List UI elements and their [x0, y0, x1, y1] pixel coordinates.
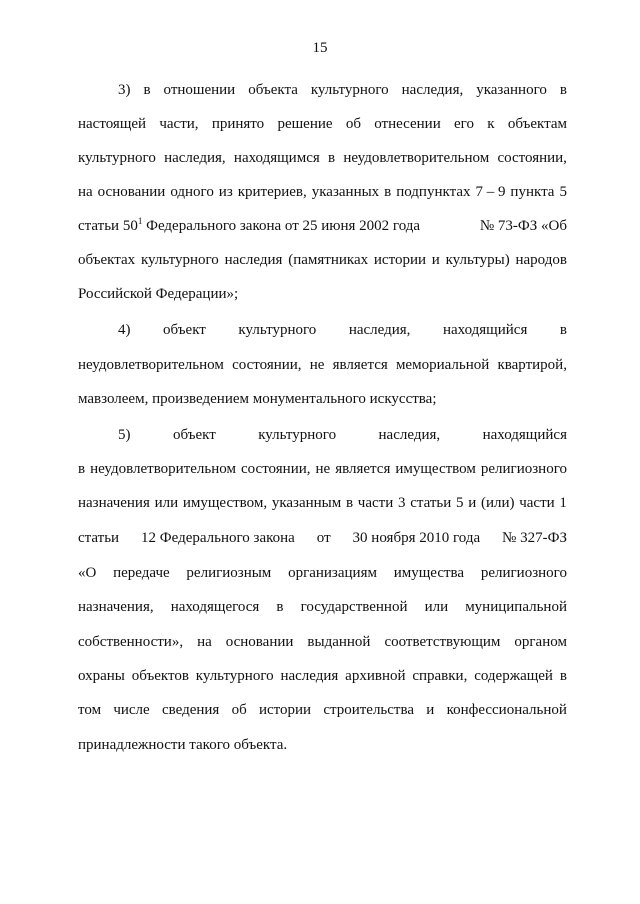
word: 4) — [118, 322, 131, 338]
word: неудовлетворительном — [90, 461, 236, 477]
word: 3) — [118, 82, 131, 98]
word: неудовлетворительном — [78, 357, 224, 373]
word: культурного — [238, 322, 317, 338]
word: имуществом, — [182, 495, 268, 511]
word: является — [335, 461, 391, 477]
word: принято — [211, 116, 265, 132]
word: истории — [258, 702, 312, 718]
word: собственности», — [78, 634, 184, 650]
word: сведения — [161, 702, 220, 718]
word: культурного — [195, 668, 274, 684]
word: основании — [97, 184, 166, 200]
word: указанным — [271, 495, 342, 511]
word: состоянии, — [497, 150, 567, 166]
word: наследия — [280, 668, 339, 684]
word: и — [431, 252, 440, 268]
word: наследия, — [348, 322, 411, 338]
para4-line3: мавзолеем, произведением монументального искусства; — [78, 391, 437, 407]
law-reference: Федерального закона от 25 июня 2002 года — [146, 218, 421, 234]
word: наследия, — [401, 82, 464, 98]
word: в — [345, 495, 354, 511]
word: настоящей — [78, 116, 147, 132]
word: 7 – 9 — [475, 184, 506, 200]
word: муниципальной — [465, 599, 567, 615]
word: культурного — [78, 150, 156, 166]
word: части — [357, 495, 394, 511]
word: в — [559, 668, 567, 684]
word: наследия, — [378, 427, 441, 443]
word: об — [231, 702, 247, 718]
word: объект — [163, 322, 206, 338]
word: отнесении — [374, 116, 441, 132]
para5-line10: принадлежности такого объекта. — [78, 737, 288, 753]
word: или — [154, 495, 179, 511]
para5-line7 — [78, 632, 567, 652]
word: в — [559, 322, 567, 338]
para3-line5-start — [78, 216, 420, 236]
word: 12 Федерального закона — [141, 530, 295, 546]
word: архивной — [345, 668, 406, 684]
para3-line6 — [78, 250, 567, 270]
word: отношении — [163, 82, 236, 98]
para3-line5 — [78, 216, 567, 236]
word: в — [78, 461, 86, 477]
word: статьи — [410, 495, 452, 511]
word: назначения — [78, 495, 150, 511]
word: (или) — [480, 495, 515, 511]
word: не — [309, 357, 325, 373]
word: в — [559, 82, 567, 98]
word: 3 — [397, 495, 406, 511]
word: объектам — [507, 116, 567, 132]
page-number: 15 — [312, 40, 328, 56]
word: объектах — [78, 252, 136, 268]
para5-line5 — [78, 563, 567, 583]
word: одного — [170, 184, 214, 200]
word: неудовлетворительном — [343, 150, 490, 166]
word: культуры) — [445, 252, 510, 268]
word: не — [315, 461, 331, 477]
word: (памятниках — [288, 252, 369, 268]
word: и — [468, 495, 477, 511]
word: № 327-ФЗ — [502, 530, 567, 546]
para5-line9 — [78, 700, 567, 720]
word: критериев, — [237, 184, 307, 200]
word: организациям — [288, 565, 377, 581]
word: 5) — [118, 427, 131, 443]
word: указанных — [311, 184, 380, 200]
word: находящийся — [442, 322, 528, 338]
word: статьи — [78, 530, 120, 546]
word: наследия — [224, 252, 283, 268]
word: назначения, — [78, 599, 154, 615]
word: имуществом — [395, 461, 476, 477]
word: на — [78, 184, 93, 200]
word: части, — [159, 116, 199, 132]
word: части — [519, 495, 555, 511]
word: решение — [277, 116, 333, 132]
word: органом — [514, 634, 567, 650]
para3-line2 — [78, 114, 567, 134]
word: или — [424, 599, 449, 615]
word: указанного — [476, 82, 547, 98]
para5-line1 — [118, 425, 567, 445]
para3-line4 — [78, 182, 567, 202]
word: справки, — [412, 668, 468, 684]
para3-line1 — [118, 80, 567, 100]
word: строительства — [323, 702, 415, 718]
word: содержащей — [474, 668, 553, 684]
article-ref: статьи 50 — [78, 218, 138, 234]
word: объект — [172, 427, 216, 443]
word: числе — [113, 702, 150, 718]
word: мемориальной — [395, 357, 490, 373]
para3-line7: Российской Федерации»; — [78, 286, 239, 302]
law-number: № 73-ФЗ «Об — [479, 218, 567, 234]
word: конфессиональной — [446, 702, 567, 718]
word: к — [487, 116, 495, 132]
word: является — [332, 357, 388, 373]
word: 30 ноября 2010 года — [352, 530, 481, 546]
word: объекта — [248, 82, 298, 98]
word: от — [316, 530, 331, 546]
word: наследия, — [164, 150, 226, 166]
para4-line2 — [78, 355, 567, 375]
word: состоянии, — [232, 357, 302, 373]
word: пункта — [510, 184, 555, 200]
word: культурного — [140, 252, 219, 268]
para4-line1 — [118, 320, 567, 340]
word: его — [454, 116, 474, 132]
word: выданной — [307, 634, 371, 650]
word: государственной — [300, 599, 408, 615]
word: на — [197, 634, 212, 650]
word: передаче — [113, 565, 170, 581]
word: 5 — [456, 495, 464, 511]
word: из — [218, 184, 233, 200]
word: в — [384, 184, 392, 200]
para5-line6 — [78, 597, 567, 617]
word: в — [328, 150, 336, 166]
word: объектов — [131, 668, 189, 684]
word: и — [426, 702, 435, 718]
word: подпунктах — [396, 184, 471, 200]
word: в — [276, 599, 284, 615]
word: религиозного — [480, 565, 567, 581]
word: религиозного — [480, 461, 567, 477]
word: охраны — [78, 668, 125, 684]
word: основании — [225, 634, 294, 650]
para5-line4 — [78, 528, 567, 548]
word: 5 — [559, 184, 567, 200]
word: 1 — [559, 495, 567, 511]
word: истории — [373, 252, 427, 268]
para3-line3 — [78, 148, 567, 168]
word: об — [345, 116, 361, 132]
para5-line2 — [78, 459, 567, 479]
word: «О — [78, 565, 97, 581]
word: народов — [515, 252, 567, 268]
para5-line8 — [78, 666, 567, 686]
word: религиозным — [186, 565, 272, 581]
word: состоянии, — [241, 461, 311, 477]
word: имущества — [393, 565, 465, 581]
para5-line3 — [78, 493, 567, 513]
word: соответствующим — [384, 634, 501, 650]
word: находящимся — [233, 150, 320, 166]
word: в — [143, 82, 151, 98]
word: квартирой, — [497, 357, 567, 373]
word: находящийся — [482, 427, 567, 443]
word: том — [78, 702, 102, 718]
word: находящегося — [170, 599, 260, 615]
word: культурного — [310, 82, 389, 98]
article-superscript: 1 — [137, 216, 143, 226]
word: культурного — [258, 427, 337, 443]
